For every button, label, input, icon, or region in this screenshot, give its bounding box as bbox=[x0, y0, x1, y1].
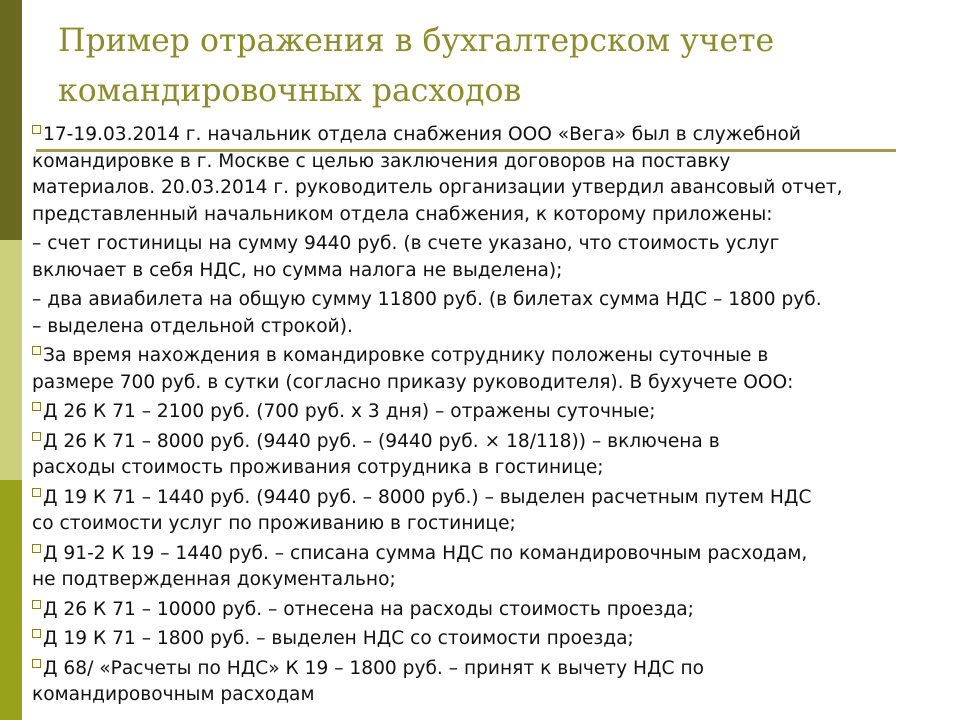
square-bullet-icon bbox=[32, 402, 41, 411]
paragraph-text: – два авиабилета на общую сумму 11800 руб. (в билетах сумма НДС – 1800 руб. – выделена отдельной строкой). bbox=[32, 289, 822, 337]
paragraph-entry-lodging bbox=[32, 429, 944, 482]
paragraph-text: Д 26 К 71 – 10000 руб. – отнесена на расходы стоимость проезда; bbox=[43, 598, 694, 620]
side-decoration-strip bbox=[0, 0, 22, 720]
paragraph-text: Д 19 К 71 – 1440 руб. (9440 руб. – 8000 руб.) – выделен расчетным путем НДС со стоимости услуг по проживанию в гостинице; bbox=[32, 486, 812, 534]
paragraph-text: Д 26 К 71 – 2100 руб. (700 руб. х 3 дня) – отражены суточные; bbox=[43, 401, 656, 422]
paragraph-per-diem bbox=[32, 343, 944, 396]
square-bullet-icon bbox=[32, 488, 41, 497]
paragraph-text: Д 26 К 71 – 8000 руб. (9440 руб. – (9440 руб. × 18/118)) – включена в расходы стоимость проживания сотрудника в гостинице; bbox=[32, 430, 720, 478]
square-bullet-icon bbox=[32, 346, 41, 355]
paragraph-entry-travel-vat bbox=[32, 626, 944, 653]
paragraph-text: 17-19.03.2014 г. начальник отдела снабжения ООО «Вега» был в служебной командировке в г. Москве с целью заключения договоров на поставку материалов. 20.03.2014 г. руководитель организации утвердил авансовый отчет, представленный начальником отдела снабжения, к которому приложены: bbox=[32, 124, 843, 225]
paragraph-entry-per-diem bbox=[32, 399, 944, 426]
paragraph-air-tickets bbox=[32, 287, 944, 340]
paragraph-text: Д 68/ «Расчеты по НДС» К 19 – 1800 руб. – принят к вычету НДС по командировочным расходам bbox=[32, 657, 704, 705]
paragraph-hotel-invoice bbox=[32, 231, 944, 284]
paragraph-entry-vat-deduction bbox=[32, 656, 944, 709]
strip-segment-mid bbox=[0, 480, 22, 720]
square-bullet-icon bbox=[32, 600, 41, 609]
paragraph-entry-vat-writeoff bbox=[32, 541, 944, 594]
strip-segment-light bbox=[0, 240, 22, 480]
strip-segment-dark bbox=[0, 0, 22, 240]
square-bullet-icon bbox=[32, 629, 41, 638]
paragraph-trip-description bbox=[32, 122, 944, 228]
slide-title: Пример отражения в бухгалтерском учете командировочных расходов bbox=[58, 23, 775, 109]
paragraph-text: За время нахождения в командировке сотруднику положены суточные в размере 700 руб. в сутки (согласно приказу руководителя). В бухучете ООО: bbox=[32, 345, 794, 393]
paragraph-text: – счет гостиницы на сумму 9440 руб. (в счете указано, что стоимость услуг включает в себя НДС, но сумма налога не выделена); bbox=[32, 233, 780, 281]
square-bullet-icon bbox=[32, 125, 41, 134]
paragraph-entry-lodging-vat bbox=[32, 485, 944, 538]
square-bullet-icon bbox=[32, 659, 41, 668]
square-bullet-icon bbox=[32, 544, 41, 553]
slide-body bbox=[32, 122, 944, 712]
paragraph-entry-travel bbox=[32, 597, 944, 624]
paragraph-text: Д 91-2 К 19 – 1440 руб. – списана сумма НДС по командировочным расходам, не подтвержденная документально; bbox=[32, 542, 808, 590]
square-bullet-icon bbox=[32, 432, 41, 441]
paragraph-text: Д 19 К 71 – 1800 руб. – выделен НДС со стоимости проезда; bbox=[43, 628, 634, 649]
